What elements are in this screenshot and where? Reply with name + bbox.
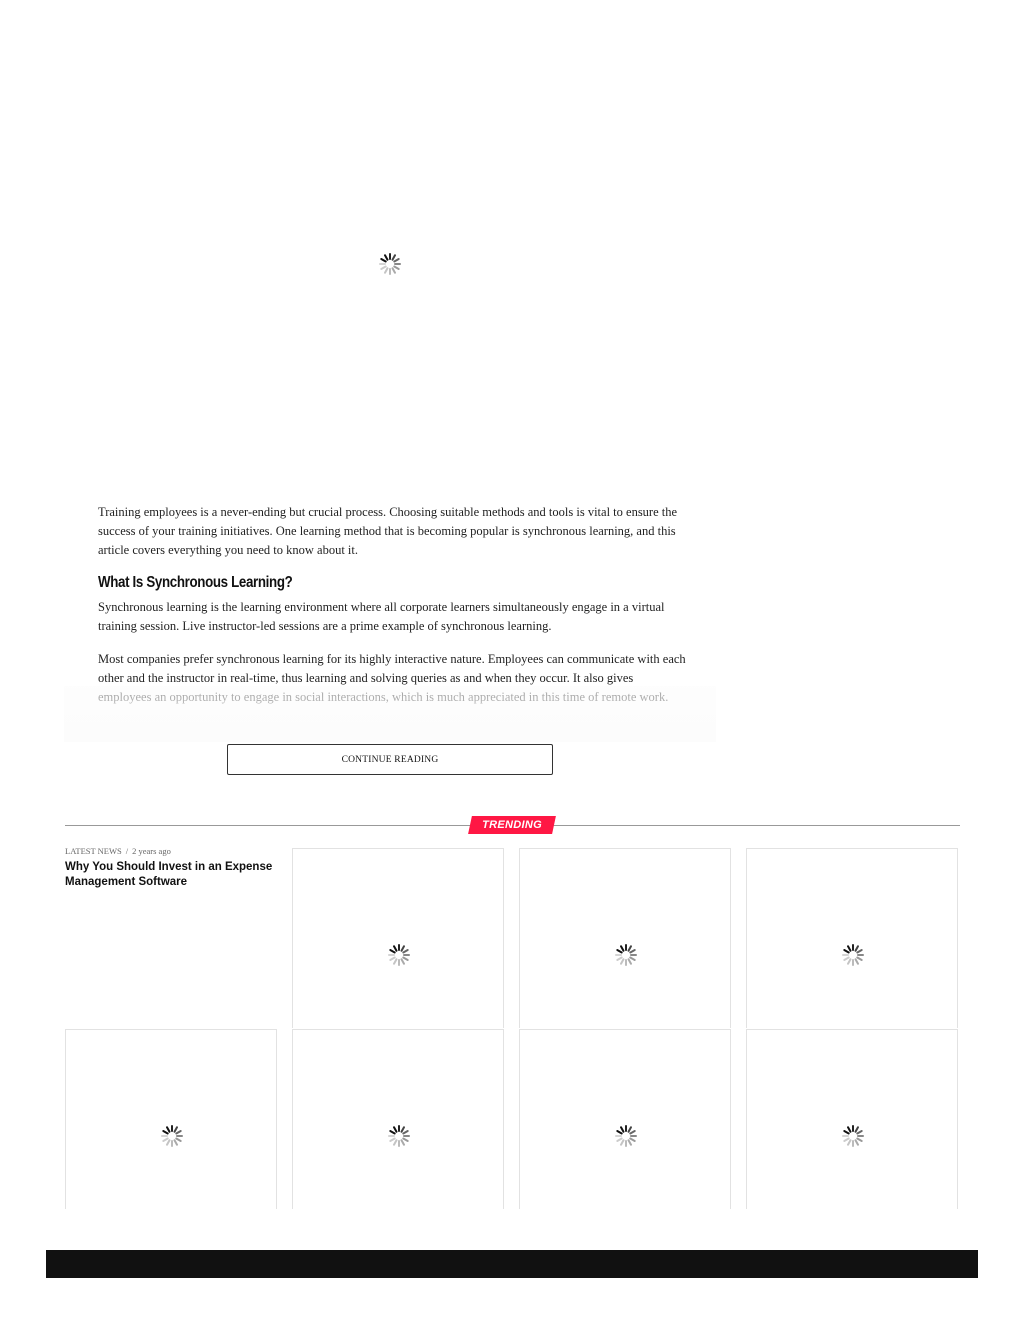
loading-spinner-icon: [614, 1124, 638, 1148]
trending-card[interactable]: [65, 1029, 277, 1209]
loading-spinner-icon: [387, 1124, 411, 1148]
hero-image-loading-icon: [378, 252, 402, 276]
loading-spinner-icon: [378, 252, 402, 276]
loading-spinner-icon: [614, 943, 638, 967]
trending-card[interactable]: [519, 1029, 731, 1209]
article-paragraph: Synchronous learning is the learning environment where all corporate learners simultaneously engage in a virtual training session. Live instructor-led sessions are a prime example of synchronous learning.: [98, 600, 665, 634]
post-time: 2 years ago: [132, 846, 171, 856]
meta-separator: /: [125, 846, 129, 856]
trending-card[interactable]: [292, 848, 504, 1028]
footer-bar: [46, 1250, 978, 1278]
article-paragraph: Most companies prefer synchronous learning for its highly interactive nature. Employees can communicate with each other and the instructor in real-time, thus learning and solving queries as and when they occur. It also gives: [98, 651, 686, 685]
section-heading: What Is Synchronous Learning?: [98, 574, 293, 592]
trending-post-title[interactable]: Why You Should Invest in an Expense Management Software: [65, 861, 273, 888]
loading-spinner-icon: [841, 943, 865, 967]
trending-card[interactable]: [746, 848, 958, 1028]
read-more-fade: [64, 686, 716, 742]
post-meta: [65, 846, 171, 856]
article-intro: Training employees is a never-ending but crucial process. Choosing suitable methods and tools is vital to ensure the success of your training initiatives. One learning method that is becoming popular is synchronous learning, and this article covers everything you need to know about it.: [98, 505, 678, 557]
loading-spinner-icon: [387, 943, 411, 967]
trending-label: TRENDING: [482, 819, 542, 831]
continue-reading-button[interactable]: CONTINUE READING: [227, 744, 553, 775]
trending-card[interactable]: [519, 848, 731, 1028]
loading-spinner-icon: [160, 1124, 184, 1148]
loading-spinner-icon: [841, 1124, 865, 1148]
post-category[interactable]: LATEST NEWS: [65, 846, 122, 856]
trending-card[interactable]: [746, 1029, 958, 1209]
article-body: [98, 503, 688, 706]
trending-card[interactable]: [292, 1029, 504, 1209]
